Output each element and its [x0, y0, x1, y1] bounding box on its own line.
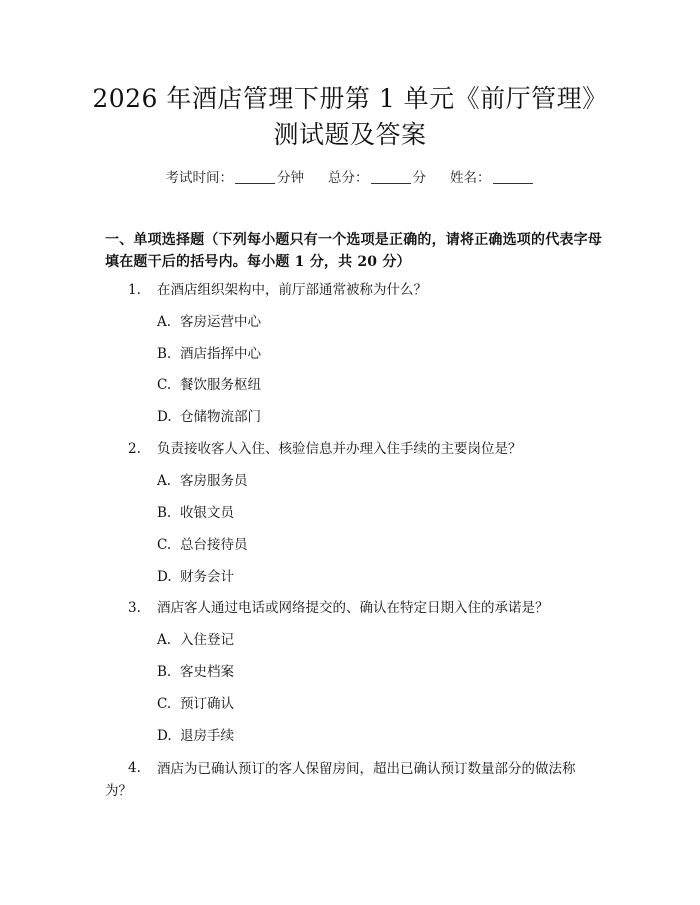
option-text: 酒店指挥中心 [180, 346, 261, 362]
option-letter: B. [157, 664, 172, 680]
option-text: 入住登记 [180, 632, 234, 648]
question-text-wrapped [105, 758, 595, 802]
question-number: 4. [128, 760, 141, 776]
name-blank [493, 183, 533, 184]
option-text: 财务会计 [180, 569, 234, 585]
question-text: 酒店为已确认预订的客人保留房间，超出已确认预订数量部分的做法称为？ [105, 761, 576, 799]
option-letter: C. [157, 377, 172, 393]
option-text: 客房运营中心 [180, 314, 261, 330]
option-text: 预订确认 [180, 696, 234, 712]
option-letter: D. [157, 409, 172, 425]
option-letter: A. [157, 632, 172, 648]
time-unit: 分钟 [277, 170, 304, 186]
option-letter: B. [157, 505, 172, 521]
option-text: 客史档案 [180, 664, 234, 680]
question-text: 在酒店组织架构中，前厅部通常被称为什么？ [157, 282, 427, 298]
question-number: 1. [128, 282, 141, 298]
question-number: 2. [128, 441, 141, 457]
option-text: 餐饮服务枢纽 [180, 377, 261, 393]
option-text: 收银文员 [180, 505, 234, 521]
question-text: 负责接收客人入住、核验信息并办理入住手续的主要岗位是？ [157, 441, 522, 457]
option-letter: D. [157, 728, 172, 744]
option-letter: C. [157, 537, 172, 553]
score-blank [371, 183, 411, 184]
name-label: 姓名： [450, 170, 491, 186]
option-letter: A. [157, 473, 172, 489]
option-letter: C. [157, 696, 172, 712]
score-label: 总分： [328, 170, 369, 186]
option-text: 客房服务员 [180, 473, 248, 489]
option-text: 总台接待员 [180, 537, 248, 553]
option-text: 退房手续 [180, 728, 234, 744]
option-letter: B. [157, 346, 172, 362]
question-number: 3. [128, 600, 141, 616]
time-label: 考试时间： [165, 170, 233, 186]
time-blank [235, 183, 275, 184]
option-text: 仓储物流部门 [180, 409, 261, 425]
option-letter: D. [157, 569, 172, 585]
exam-meta [0, 168, 700, 188]
question-text: 酒店客人通过电话或网络提交的、确认在特定日期入住的承诺是？ [157, 600, 549, 616]
document-title-line2: 测试题及答案 [273, 120, 427, 149]
document-title: 2026 年酒店管理下册第 1 单元《前厅管理》 [92, 84, 608, 113]
section-heading: 一、单项选择题（下列每小题只有一个选项是正确的，请将正确选项的代表字母填在题干后的括号内。每小题 1 分，共 20 分） [105, 232, 602, 270]
score-unit: 分 [412, 170, 426, 186]
option-letter: A. [157, 314, 172, 330]
